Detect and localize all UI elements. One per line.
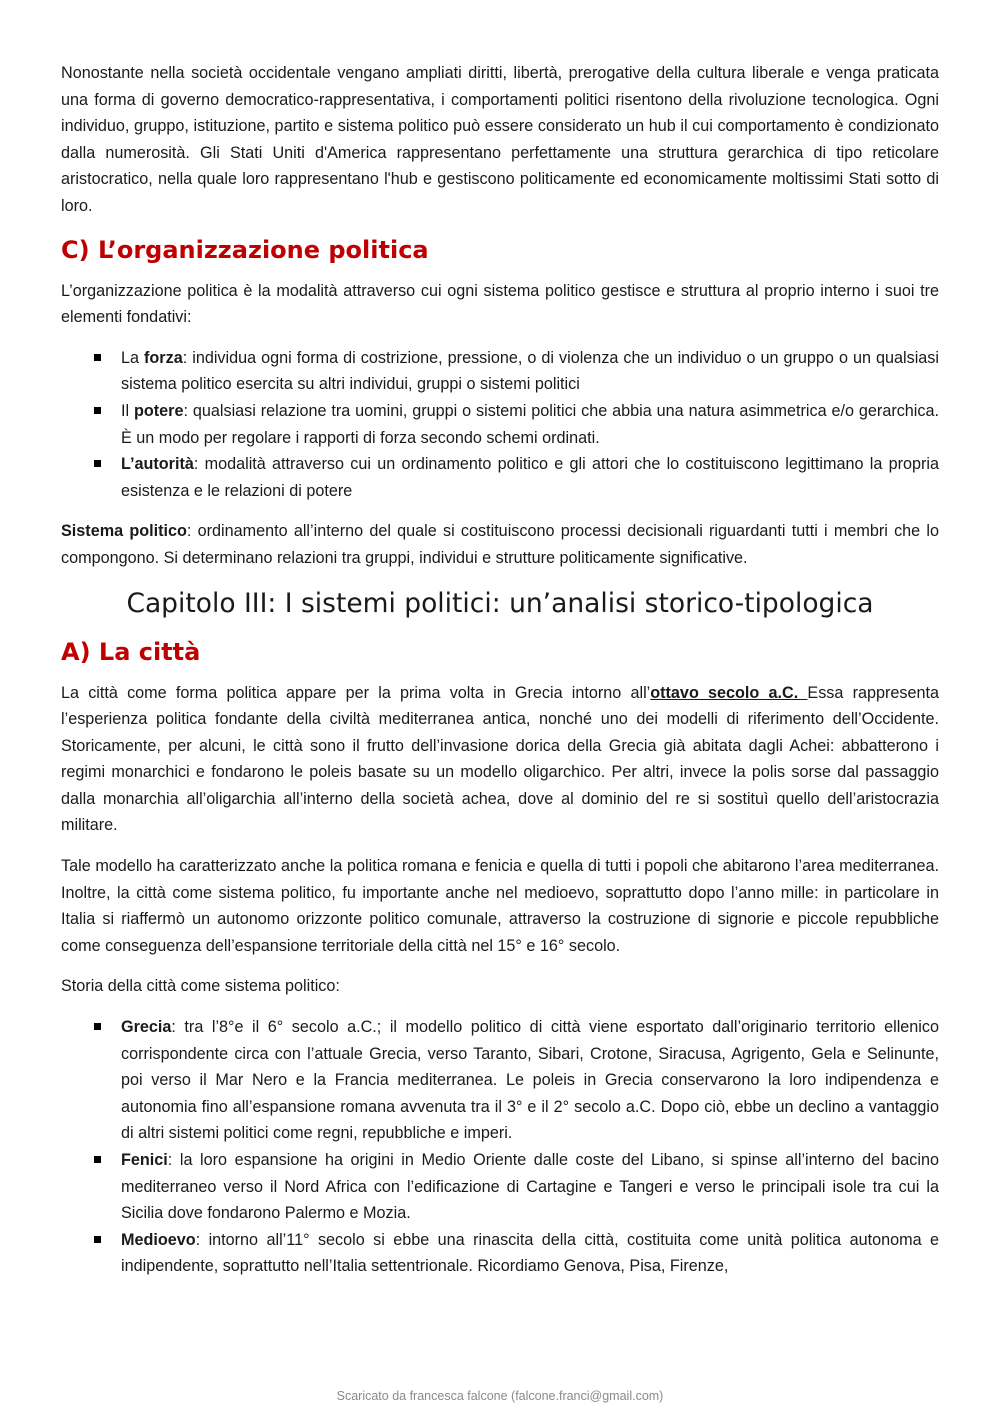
bullet-square-icon [94,354,101,361]
list-item: La forza: individua ogni forma di costrizione, pressione, o di violenza che un individuo o un gruppo o un qualsiasi sistema politico esercita su altri individui, gruppi o sistemi politici [121,345,939,398]
list-item: Il potere: qualsiasi relazione tra uomini, gruppi o sistemi politici che abbia una natura asimmetrica e/o gerarchica. È un modo per regolare i rapporti di forza secondo schemi ordinati. [121,398,939,451]
section-heading-organizzazione: C) L’organizzazione politica [61,235,429,264]
list-item: Grecia: tra l’8°e il 6° secolo a.C.; il modello politico di città viene esportato dall’originario territorio ellenico corrispondente circa con l’attuale Grecia, verso Taranto, Sibari, Crotone, Siracusa, Agrigento, Gela e Selinunte, poi verso il Mar Nero e la Francia mediterranea. Le poleis in Grecia conservarono la loro indipendenza e autonomia fino all’espansione romana avvenuta tra il 3° e il 2° secolo a.C. Dopo ciò, ebbe un declino a vantaggio di altri sistemi politici come regni, repubbliche e imperi. [121,1014,939,1147]
term-fenici: Fenici [121,1151,168,1169]
bullet-square-icon [94,407,101,414]
list-item: Medioevo: intorno all’11° secolo si ebbe una rinascita della città, costituita come unità politica autonoma e indipendente, soprattutto nell’Italia settentrionale. Ricordiamo Genova, Pisa, Firenze, [121,1227,939,1280]
storia-citta-list [61,1014,939,1280]
list-item: Fenici: la loro espansione ha origini in Medio Oriente dalle coste del Libano, si spinse all’interno del bacino mediterraneo verso il Nord Africa con l’edificazione di Cartagine e Tangeri e verso le principali isole tra cui la Sicilia dove fondarono Palermo e Mozia. [121,1147,939,1227]
bullet-square-icon [94,460,101,467]
organizzazione-intro: L’organizzazione politica è la modalità attraverso cui ogni sistema politico gestisce e struttura al proprio interno i suoi tre elementi fondativi: [61,281,939,327]
bullet-square-icon [94,1156,101,1163]
section-heading-citta: A) La città [61,637,201,666]
term-autorita: L’autorità [121,455,194,474]
list-item: L’autorità: modalità attraverso cui un ordinamento politico e gli attori che lo costituiscono legittimano la propria esistenza e le relazioni di potere [121,451,939,504]
document-page [61,60,939,1294]
citta-paragraph-1: La città come forma politica appare per la prima volta in Grecia intorno all’ottavo secolo a.C. Essa rappresenta l’esperienza politica fondante della civiltà mediterranea antica, nonché uno dei modelli di riferimento dell’Occidente. Storicamente, per alcuni, le città sono il frutto dell’invasione dorica della Grecia già abitata dagli Achei: abbatterono i regimi monarchici e fondarono le poleis basate su un modello oligarchico. Per altri, invece la polis sorse dal passaggio dalla monarchia all’oligarchia all’interno della società achea, dove al dominio del re si sostituì quello dell’aristocrazia militare. [61,683,939,835]
elementi-fondativi-list [61,345,939,505]
bullet-square-icon [94,1236,101,1243]
chapter-title: Capitolo III: I sistemi politici: un’analisi storico-tipologica [126,587,874,619]
emphasis-ottavo-secolo: ottavo secolo a.C. [650,683,808,702]
term-grecia: Grecia [121,1018,172,1037]
citta-paragraph-2: Tale modello ha caratterizzato anche la politica romana e fenicia e quella di tutti i popoli che abitarono l’area mediterranea. Inoltre, la città come sistema politico, fu importante anche nel medioevo, soprattutto dopo l’anno mille: in particolare in Italia si riaffermò un autonomo orizzonte politico comunale, attraverso la costruzione di signorie e piccole repubbliche come conseguenza dell’espansione territoriale della città nel 15° e 16° secolo. [61,857,939,955]
page-footer: Scaricato da francesca falcone (falcone.franci@gmail.com) [336,1389,664,1403]
sistema-politico-definition: Sistema politico: ordinamento all’interno del quale si costituiscono processi decisionali riguardanti tutti i membri che lo compongono. Si determinano relazioni tra gruppi, individui e strutture politicamente significative. [61,522,939,567]
term-medioevo: Medioevo [121,1230,196,1249]
intro-paragraph: Nonostante nella società occidentale vengano ampliati diritti, libertà, prerogative della cultura liberale e venga praticata una forma di governo democratico-rappresentativa, i comportamenti politici risentono della rivoluzione tecnologica. Ogni individuo, gruppo, istituzione, partito e sistema politico può essere considerato un hub il cui comportamento è condizionato dalla numerosità. Gli Stati Uniti d'America rappresentano perfettamente una struttura gerarchica di tipo reticolare aristocratico, nella quale loro rappresentano l'hub e gestiscono politicamente ed economicamente moltissimi Stati sotto di loro. [61,64,939,215]
definition-term: Sistema politico [61,522,187,541]
term-potere: potere [134,401,184,420]
citta-paragraph-3: Storia della città come sistema politico: [61,977,340,996]
bullet-square-icon [94,1023,101,1030]
term-forza: forza [144,348,183,367]
